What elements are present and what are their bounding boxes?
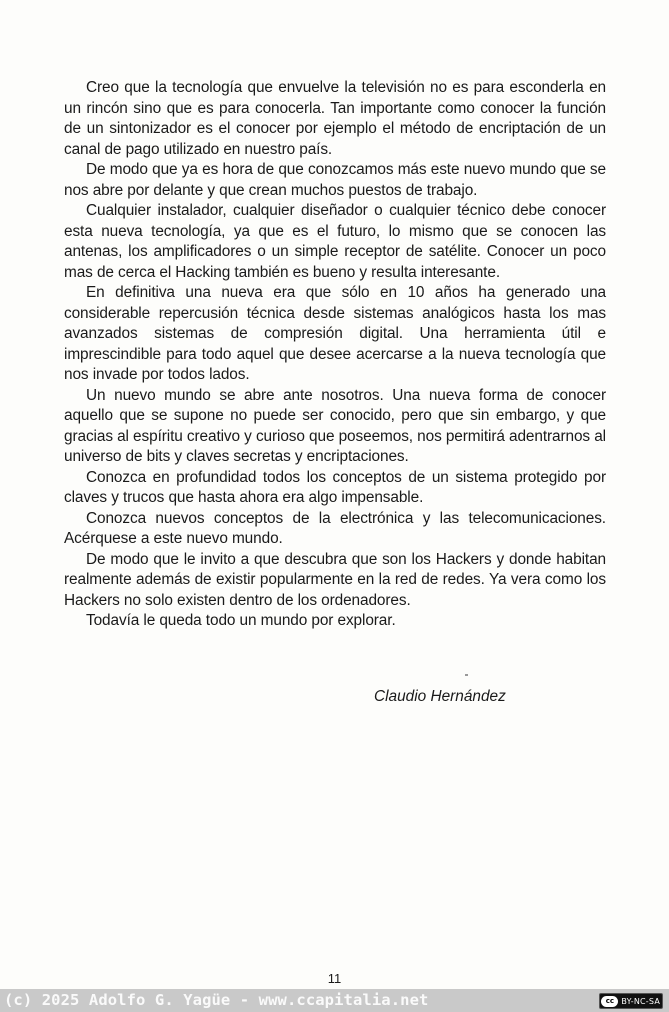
paragraph: Conozca nuevos conceptos de la electrónica y las telecomunicaciones. Acérquese a este nuevo mundo. bbox=[64, 509, 606, 547]
paragraph: Todavía le queda todo un mundo por explorar. bbox=[86, 612, 396, 629]
cc-license-badge[interactable] bbox=[599, 993, 663, 1009]
stray-mark bbox=[465, 674, 468, 676]
cc-icon: cc bbox=[601, 996, 618, 1007]
paragraph: Cualquier instalador, cualquier diseñador o cualquier técnico debe conocer esta nueva tecnología, ya que es el futuro, lo mismo que se conocen las antenas, los amplificadores o un simple receptor de satélite. Conocer un poco mas de cerca el Hacking también es bueno y resulta interesante. bbox=[64, 202, 606, 281]
license-label: BY-NC-SA bbox=[621, 996, 660, 1006]
body-text bbox=[64, 78, 606, 632]
paragraph: Un nuevo mundo se abre ante nosotros. Una nueva forma de conocer aquello que se supone no puede ser conocido, pero que sin embargo, y que gracias al espíritu creativo y curioso que poseemos, nos permitirá adentrarnos al universo de bits y claves secretas y encriptaciones. bbox=[64, 386, 606, 465]
credit-text: (c) 2025 Adolfo G. Yagüe - www.ccapitalia.net bbox=[4, 991, 429, 1009]
page-number: 11 bbox=[327, 971, 342, 986]
author-signature: Claudio Hernández bbox=[374, 688, 506, 705]
paragraph: En definitiva una nueva era que sólo en 10 años ha generado una considerable repercusión técnica desde sistemas analógicos hasta los mas avanzados sistemas de compresión digital. Una herramienta útil e imprescindible para todo aquel que desee acercarse a la nueva tecnología que nos invade por todos lados. bbox=[64, 284, 606, 383]
paragraph: Creo que la tecnología que envuelve la televisión no es para esconderla en un rincón sino que es para conocerla. Tan importante como conocer la función de un sintonizador es el conocer por ejemplo el método de encriptación de un canal de pago utilizado en nuestro país. bbox=[64, 79, 606, 158]
paragraph: De modo que le invito a que descubra que son los Hackers y donde habitan realmente además de existir popularmente en la red de redes. Ya vera como los Hackers no solo existen dentro de los ordenadores. bbox=[64, 550, 606, 609]
footer-bar bbox=[0, 989, 669, 1012]
paragraph: Conozca en profundidad todos los conceptos de un sistema protegido por claves y trucos que hasta ahora era algo impensable. bbox=[64, 468, 606, 506]
paragraph: De modo que ya es hora de que conozcamos más este nuevo mundo que se nos abre por delante y que crean muchos puestos de trabajo. bbox=[64, 161, 606, 199]
